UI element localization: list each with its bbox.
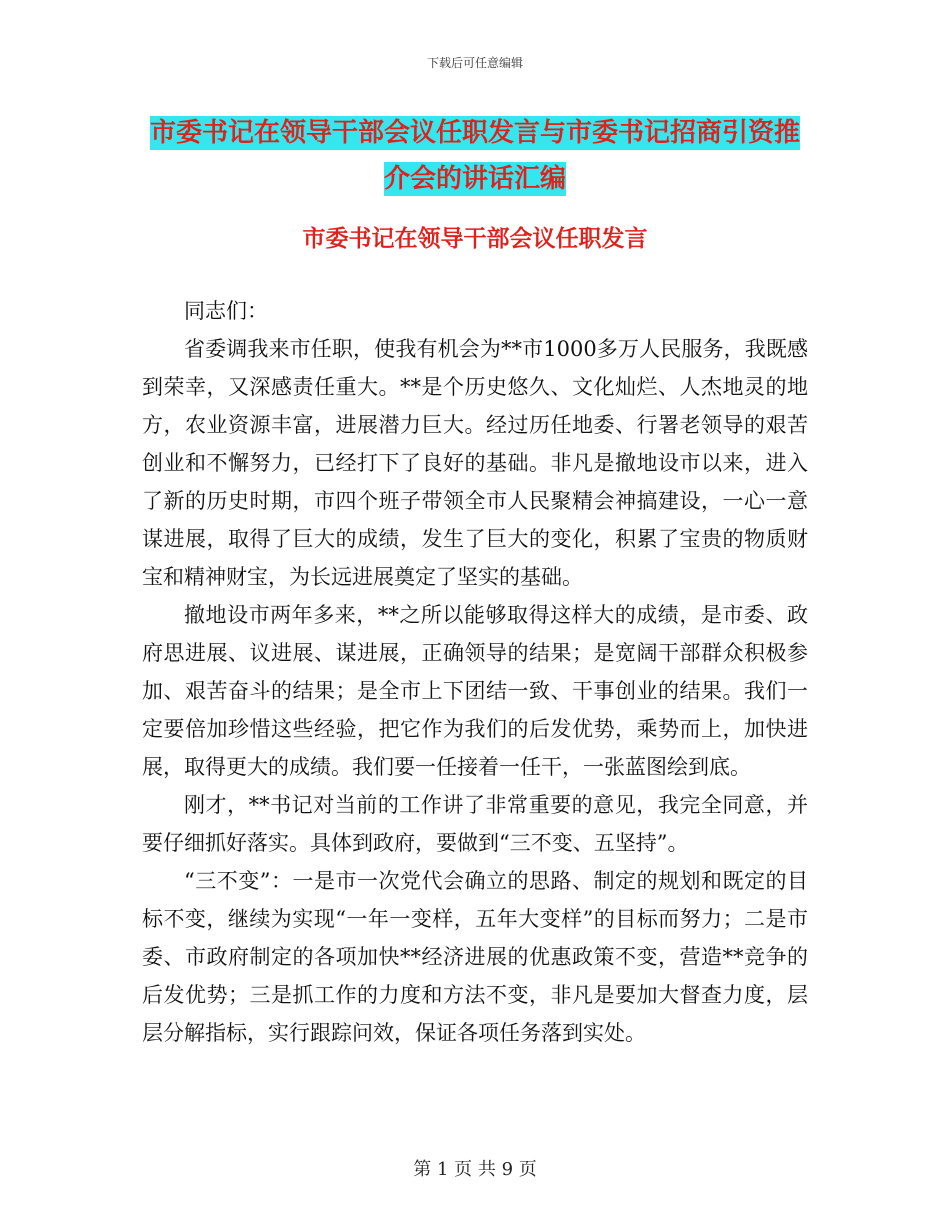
paragraph-salutation: 同志们： <box>184 299 268 323</box>
section-title: 市委书记在领导干部会议任职发言 <box>302 225 648 252</box>
paragraph: 省委调我来市任职，使我有机会为**市1000多万人民服务，我既感到荣幸，又深感责任重大。**是个历史悠久、文化灿烂、人杰地灵的地方，农业资源丰富，进展潜力巨大。经过历任地委、行署老领导的艰苦创业和不懈努力，已经打下了良好的基础。非凡是撤地设市以来，进入了新的历史时期，市四个班子带领全市人民聚精会神搞建设，一心一意谋进展，取得了巨大的成绩，发生了巨大的变化，积累了宝贵的物质财宝和精神财宝，为长远进展奠定了坚实的基础。 <box>142 337 808 589</box>
paragraph: 撤地设市两年多来，**之所以能够取得这样大的成绩，是市委、政府思进展、议进展、谋进展，正确领导的结果；是宽阔干部群众积极参加、艰苦奋斗的结果；是全市上下团结一致、干事创业的结果。我们一定要倍加珍惜这些经验，把它作为我们的后发优势，乘势而上，加快进展，取得更大的成绩。我们要一任接着一任干，一张蓝图绘到底。 <box>142 603 808 779</box>
header-note: 下载后可任意编辑 <box>426 56 523 70</box>
page-footer: 第 1 页 共 9 页 <box>413 1159 537 1180</box>
document-title-text: 市委书记在领导干部会议任职发言与市委书记招商引资推介会的讲话汇编 <box>149 118 800 194</box>
document-body <box>142 292 808 1052</box>
paragraph: 刚才，**书记对当前的工作讲了非常重要的意见，我完全同意，并要仔细抓好落实。具体到政府，要做到“三不变、五坚持”。 <box>142 793 808 855</box>
paragraph: “三不变”：一是市一次党代会确立的思路、制定的规划和既定的目标不变，继续为实现“一年一变样，五年大变样”的目标而努力；二是市委、市政府制定的各项加快**经济进展的优惠政策不变，营造**竞争的后发优势；三是抓工作的力度和方法不变，非凡是要加大督查力度，层层分解指标，实行跟踪问效，保证各项任务落到实处。 <box>142 869 808 1045</box>
document-title <box>140 110 810 202</box>
